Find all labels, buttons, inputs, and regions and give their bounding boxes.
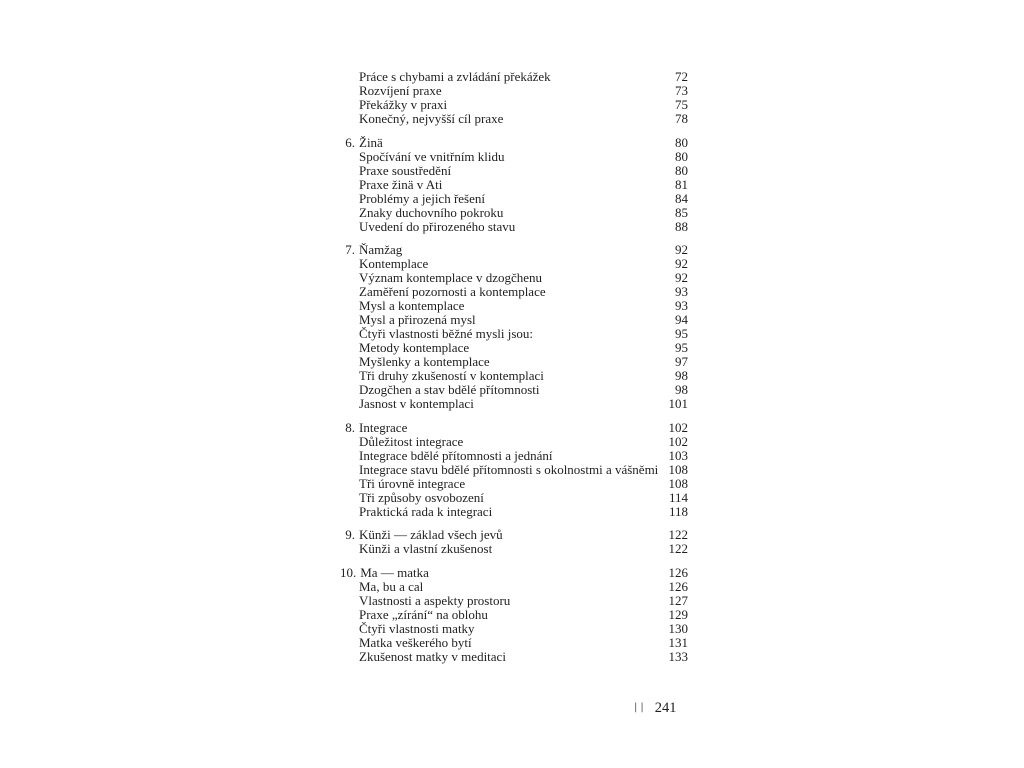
- chapter-number: 10.: [340, 564, 357, 580]
- entry-page-number: 122: [668, 541, 688, 556]
- entry-title: Práce s chybami a zvládání překážek: [359, 69, 551, 84]
- entry-page-number: 94: [675, 312, 688, 327]
- toc-chapter-group: [340, 136, 688, 234]
- toc-entry: [340, 383, 688, 397]
- entry-page-number: 108: [668, 461, 688, 477]
- entry-page-number: 85: [675, 204, 688, 220]
- toc-entry: [340, 327, 688, 341]
- toc-entry: [340, 491, 688, 505]
- entry-title: Myšlenky a kontemplace: [359, 354, 490, 369]
- toc-entry: [340, 608, 688, 622]
- entry-title: Rozvíjení praxe: [359, 83, 442, 98]
- toc-entry: [340, 463, 688, 477]
- toc-entry: [340, 257, 688, 271]
- toc-entry: [340, 164, 688, 178]
- entry-title: Uvedení do přirozeného stavu: [359, 218, 516, 234]
- entry-title: Matka veškerého bytí: [359, 634, 472, 650]
- toc-entry: [340, 341, 688, 355]
- entry-title: Překážky v praxi: [359, 97, 448, 112]
- toc-entry: [340, 397, 688, 411]
- entry-title: Integrace stavu bdělé přítomnosti s okolnostmi a vášněmi: [359, 461, 659, 477]
- toc-entry: [340, 150, 688, 164]
- entry-page-number: 72: [675, 69, 688, 84]
- entry-page-number: 133: [668, 648, 688, 664]
- chapter-title: Integrace: [359, 419, 408, 435]
- entry-title: Kontemplace: [359, 256, 429, 271]
- toc-entry: [340, 70, 688, 84]
- chapter-page-number: 102: [668, 419, 688, 435]
- chapter-number: 8.: [345, 419, 355, 435]
- entry-title: Praxe žinä v Ati: [359, 176, 443, 192]
- toc-entry: [340, 650, 688, 664]
- entry-page-number: 81: [675, 176, 688, 192]
- page-footer: [634, 700, 677, 716]
- toc-entry: [340, 355, 688, 369]
- chapter-title: Žinä: [359, 134, 383, 150]
- entry-page-number: 103: [668, 447, 688, 463]
- entry-title: Význam kontemplace v dzogčhenu: [359, 270, 543, 285]
- chapter-page-number: 92: [675, 242, 688, 257]
- entry-page-number: 126: [668, 578, 688, 594]
- entry-page-number: 108: [668, 475, 688, 491]
- entry-page-number: 93: [675, 298, 688, 313]
- toc-chapter-heading: [340, 528, 688, 542]
- toc-entry: [340, 178, 688, 192]
- toc-entry: [340, 220, 688, 234]
- toc-chapter-heading: [340, 566, 688, 580]
- toc-chapter-group: [340, 528, 688, 556]
- chapter-number: 9.: [345, 527, 355, 542]
- chapter-title: Künži — základ všech jevů: [359, 527, 503, 542]
- toc-entry: [340, 622, 688, 636]
- entry-page-number: 95: [675, 340, 688, 355]
- toc-entry: [340, 206, 688, 220]
- toc-entry: [340, 98, 688, 112]
- toc-entry: [340, 542, 688, 556]
- entry-title: Zaměření pozornosti a kontemplace: [359, 284, 546, 299]
- toc-chapter-heading: [340, 243, 688, 257]
- entry-page-number: 130: [668, 620, 688, 636]
- toc-chapter-group: [340, 70, 688, 126]
- entry-page-number: 131: [668, 634, 688, 650]
- toc-entry: [340, 112, 688, 126]
- entry-page-number: 102: [668, 433, 688, 449]
- entry-title: Praktická rada k integraci: [359, 503, 493, 519]
- entry-page-number: 98: [675, 368, 688, 383]
- entry-page-number: 101: [668, 396, 688, 411]
- toc-entry: [340, 505, 688, 519]
- entry-title: Integrace bdělé přítomnosti a jednání: [359, 447, 553, 463]
- toc-entry: [340, 435, 688, 449]
- table-of-contents: [340, 70, 688, 664]
- toc-chapter-heading: [340, 421, 688, 435]
- entry-page-number: 75: [675, 97, 688, 112]
- entry-title: Tři způsoby osvobození: [359, 489, 484, 505]
- toc-chapter-group: [340, 421, 688, 519]
- toc-entry: [340, 271, 688, 285]
- entry-page-number: 84: [675, 190, 688, 206]
- entry-title: Tři druhy zkušeností v kontemplaci: [359, 368, 544, 383]
- chapter-page-number: 122: [668, 527, 688, 542]
- entry-page-number: 80: [675, 148, 688, 164]
- toc-entry: [340, 285, 688, 299]
- entry-page-number: 114: [668, 489, 688, 505]
- page-folio-number: 241: [654, 700, 677, 716]
- entry-title: Čtyři vlastnosti matky: [359, 620, 475, 636]
- entry-title: Mysl a přirozená mysl: [359, 312, 476, 327]
- entry-title: Praxe „zírání“ na oblohu: [359, 606, 488, 622]
- toc-entry: [340, 449, 688, 463]
- entry-title: Dzogčhen a stav bdělé přítomnosti: [359, 382, 540, 397]
- entry-title: Jasnost v kontemplaci: [359, 396, 474, 411]
- entry-title: Zkušenost matky v meditaci: [359, 648, 506, 664]
- entry-title: Spočívání ve vnitřním klidu: [359, 148, 505, 164]
- entry-title: Mysl a kontemplace: [359, 298, 465, 313]
- toc-entry: [340, 594, 688, 608]
- chapter-page-number: 126: [668, 564, 688, 580]
- entry-page-number: 93: [675, 284, 688, 299]
- entry-page-number: 78: [675, 111, 688, 126]
- toc-entry: [340, 84, 688, 98]
- chapter-number: 6.: [345, 134, 355, 150]
- entry-title: Künži a vlastní zkušenost: [359, 541, 493, 556]
- entry-page-number: 92: [675, 270, 688, 285]
- entry-title: Ma, bu a cal: [359, 578, 424, 594]
- entry-title: Znaky duchovního pokroku: [359, 204, 504, 220]
- entry-page-number: 129: [668, 606, 688, 622]
- entry-title: Čtyři vlastnosti běžné mysli jsou:: [359, 326, 534, 341]
- entry-title: Tři úrovně integrace: [359, 475, 466, 491]
- entry-page-number: 80: [675, 162, 688, 178]
- chapter-title: Ňamžag: [359, 242, 403, 257]
- entry-page-number: 73: [675, 83, 688, 98]
- toc-entry: [340, 477, 688, 491]
- chapter-number: 7.: [345, 242, 355, 257]
- entry-page-number: 98: [675, 382, 688, 397]
- toc-chapter-heading: [340, 136, 688, 150]
- entry-page-number: 118: [668, 503, 688, 519]
- toc-entry: [340, 192, 688, 206]
- toc-entry: [340, 299, 688, 313]
- entry-page-number: 127: [668, 592, 688, 608]
- entry-page-number: 95: [675, 326, 688, 341]
- toc-entry: [340, 313, 688, 327]
- entry-title: Problémy a jejich řešení: [359, 190, 485, 206]
- chapter-page-number: 80: [675, 134, 688, 150]
- toc-chapter-group: [340, 566, 688, 664]
- toc-chapter-group: [340, 243, 688, 411]
- entry-page-number: 88: [675, 218, 688, 234]
- footer-separator: ||: [634, 702, 647, 713]
- toc-entry: [340, 636, 688, 650]
- toc-entry: [340, 580, 688, 594]
- entry-title: Metody kontemplace: [359, 340, 470, 355]
- chapter-title: Ma — matka: [360, 564, 429, 580]
- entry-page-number: 97: [675, 354, 688, 369]
- entry-title: Praxe soustředění: [359, 162, 452, 178]
- toc-entry: [340, 369, 688, 383]
- entry-title: Konečný, nejvyšší cíl praxe: [359, 111, 504, 126]
- entry-title: Důležitost integrace: [359, 433, 464, 449]
- entry-page-number: 92: [675, 256, 688, 271]
- entry-title: Vlastnosti a aspekty prostoru: [359, 592, 511, 608]
